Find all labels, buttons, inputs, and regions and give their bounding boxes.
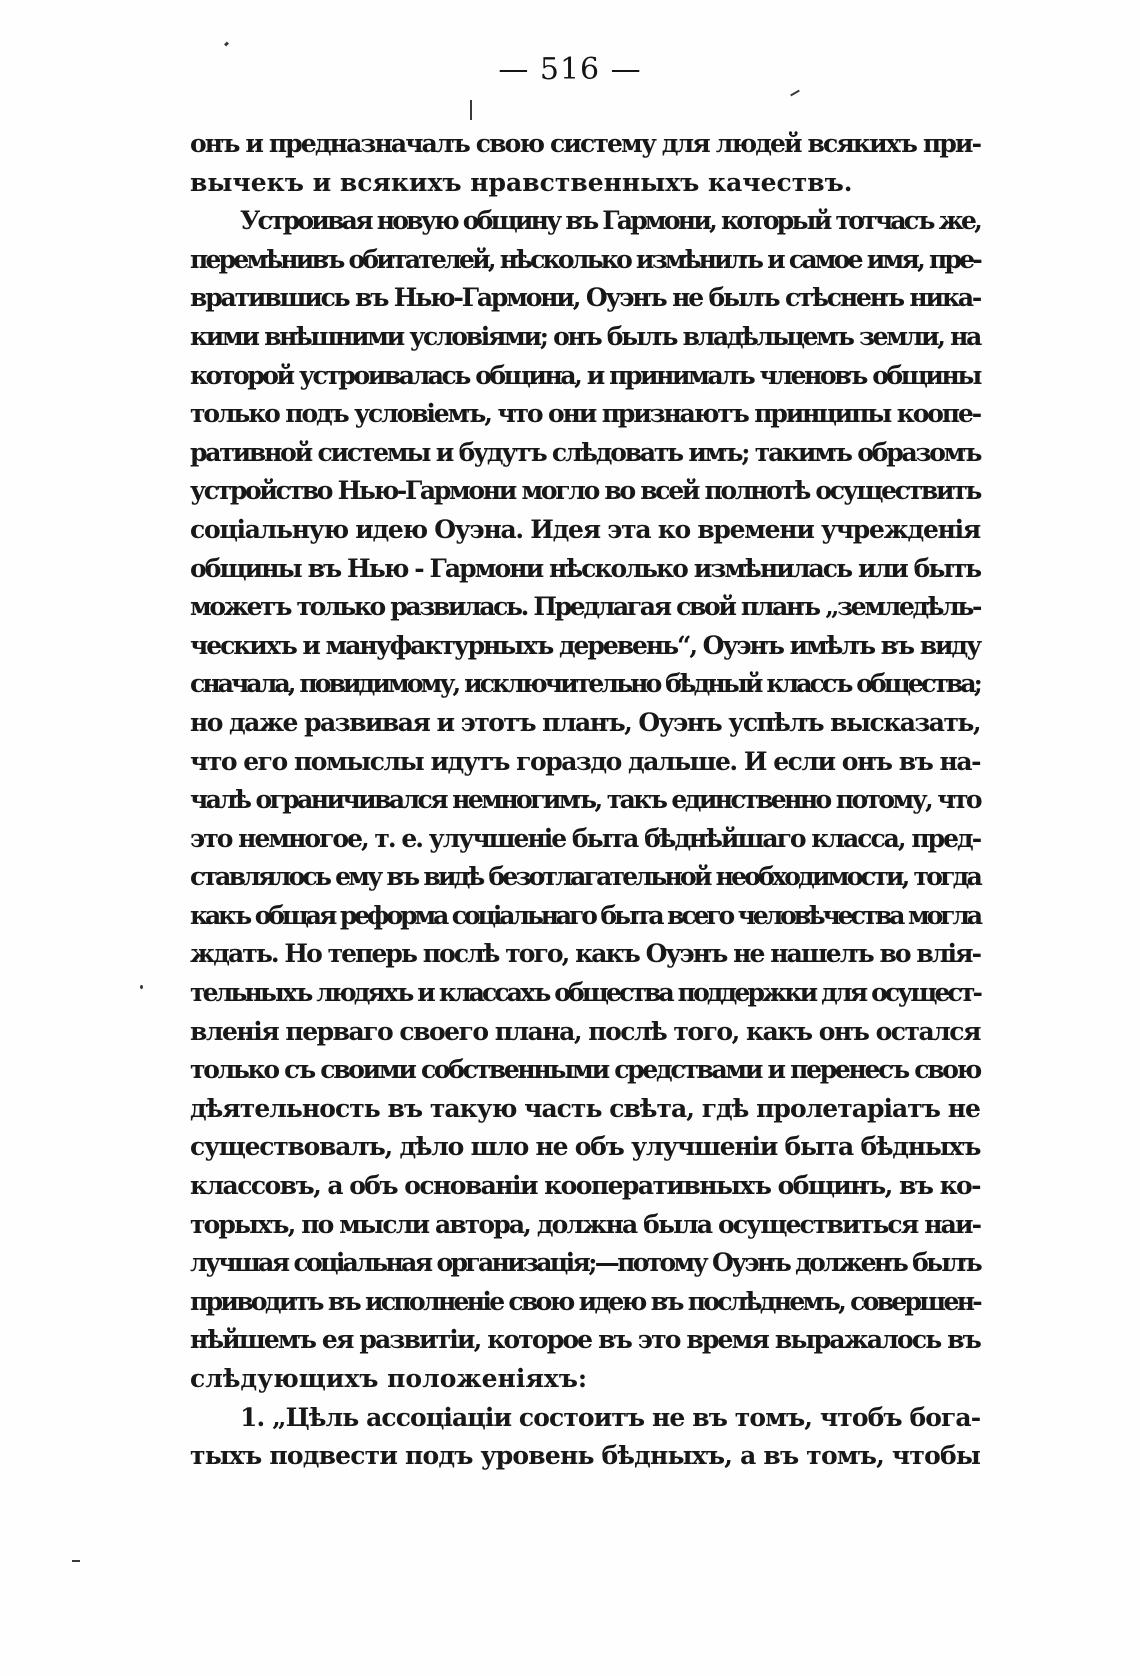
paragraph-first-line: Устроивая новую общину въ Гармони, который тотчасъ же, <box>240 206 981 236</box>
text-line: ждать. Но теперь послѣ того, какъ Оуэнъ не нашелъ во влія- <box>190 939 981 969</box>
print-speck <box>72 1560 80 1562</box>
print-speck <box>224 42 229 47</box>
text-line: онъ и предназначалъ свою систему для людей всякихъ при- <box>190 129 981 158</box>
text-line: нѣйшемъ ея развитіи, которое въ это время выражалось въ <box>190 1325 980 1355</box>
text-line: но даже развивая и этотъ планъ, Оуэнъ успѣлъ высказать, <box>190 707 981 737</box>
text-line: сначала, повидимому, исключительно бѣдный классъ общества; <box>190 669 980 699</box>
text-line: существовалъ, дѣло шло не объ улучшеніи быта бѣдныхъ <box>190 1132 981 1162</box>
text-line: классовъ, а объ основаніи кооперативныхъ общинъ, въ ко- <box>190 1171 980 1201</box>
text-line: только съ своими собственными средствами и перенесъ свою <box>190 1055 981 1085</box>
body-text <box>190 125 980 1476</box>
text-line: перемѣнивъ обитателей, нѣсколько измѣнилъ и самое имя, пре- <box>190 244 980 274</box>
text-line: лучшая соціальная организація;—потому Оуэнъ долженъ былъ <box>190 1248 980 1278</box>
text-line: слѣдующихъ положеніяхъ: <box>190 1364 588 1393</box>
text-line: устройство Нью-Гармони могло во всей полнотѣ осуществить <box>190 476 981 506</box>
text-line: общины въ Нью - Гармони нѣсколько измѣнилась или быть <box>190 553 981 583</box>
text-line: ративной системы и будутъ слѣдовать имъ; такимъ образомъ <box>190 437 981 467</box>
text-line: торыхъ, по мысли автора, должна была осуществиться наи- <box>190 1209 981 1239</box>
print-speck <box>470 100 472 120</box>
text-line: тельныхъ людяхъ и классахъ общества поддержки для осущест- <box>190 978 980 1008</box>
text-line: дѣятельность въ такую часть свѣта, гдѣ пролетаріатъ не <box>190 1093 980 1123</box>
text-line: тыхъ подвести подъ уровень бѣдныхъ, а въ томъ, чтобы <box>190 1441 981 1471</box>
text-line: чалѣ ограничивался немногимъ, такъ единственно потому, что <box>190 785 980 815</box>
text-line: вычекъ и всякихъ нравственныхъ качествъ. <box>190 167 853 197</box>
print-speck <box>790 90 800 97</box>
text-line: кими внѣшними условіями; онъ былъ владѣльцемъ земли, на <box>190 321 980 351</box>
text-line: ставлялось ему въ видѣ безотлагательной необходимости, тогда <box>190 862 980 892</box>
text-line: вратившись въ Нью-Гармони, Оуэнъ не былъ стѣсненъ ника- <box>190 283 981 313</box>
text-line: соціальную идею Оуэна. Идея эта ко времени учрежденія <box>190 514 980 544</box>
text-line: которой устроивалась община, и принималъ членовъ общины <box>190 360 980 390</box>
text-line: что его помыслы идутъ гораздо дальше. И если онъ въ на- <box>190 746 980 776</box>
text-line: приводить въ исполненіе свою идею въ послѣднемъ, совершен- <box>190 1286 980 1316</box>
text-line: это немногое, т. е. улучшеніе быта бѣднѣйшаго класса, пред- <box>190 823 981 853</box>
text-line: только подъ условіемъ, что они признаютъ принципы коопе- <box>190 399 980 429</box>
print-speck <box>140 985 143 989</box>
page-number: — 516 — <box>498 52 642 87</box>
list-item-first-line: 1. „Цѣль ассоціаціи состоитъ не въ томъ, чтобъ бога- <box>240 1402 981 1432</box>
text-line: ческихъ и мануфактурныхъ деревень“, Оуэнъ имѣлъ въ виду <box>190 630 981 660</box>
text-line: вленія перваго своего плана, послѣ того, какъ онъ остался <box>190 1016 980 1046</box>
text-line: какъ общая реформа соціальнаго быта всего человѣчества могла <box>190 900 981 930</box>
text-line: можетъ только развилась. Предлагая свой планъ „земледѣль- <box>190 592 980 622</box>
